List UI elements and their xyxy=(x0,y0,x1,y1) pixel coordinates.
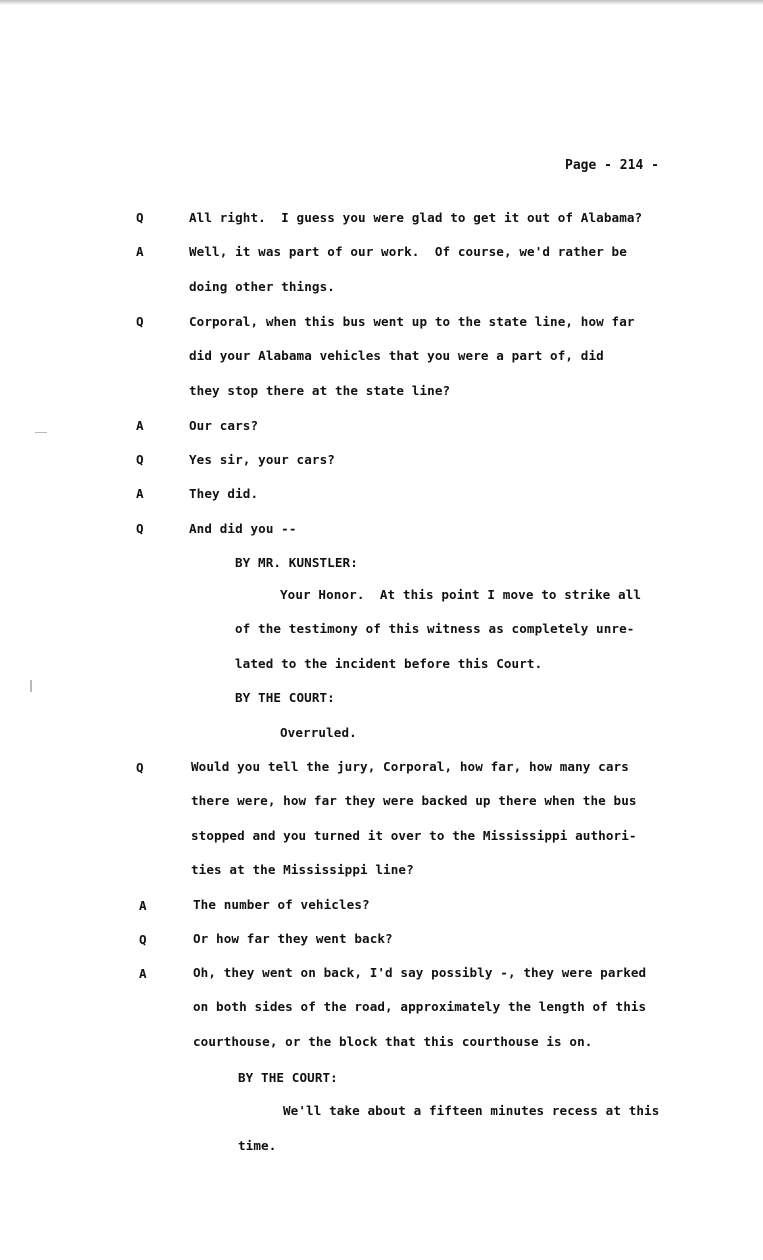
transcript-line: lated to the incident before this Court. xyxy=(235,656,543,671)
transcript-line: Corporal, when this bus went up to the state line, how far xyxy=(189,314,635,329)
speaker-label: A xyxy=(136,418,144,433)
speaker-label: Q xyxy=(136,521,144,536)
transcript-line: time. xyxy=(238,1138,277,1153)
transcript-line: Oh, they went on back, I'd say possibly -, they were parked xyxy=(193,965,647,980)
transcript-line: Overruled. xyxy=(280,725,357,740)
transcript-line: The number of vehicles? xyxy=(193,897,370,912)
transcript-line: And did you -- xyxy=(189,521,297,536)
scan-top-edge xyxy=(0,0,763,5)
speaker-label: Q xyxy=(136,210,144,225)
transcript-line: They did. xyxy=(189,486,259,501)
transcript-line: there were, how far they were backed up there when the bus xyxy=(191,793,637,808)
speaker-label: A xyxy=(136,486,144,501)
transcript-line: Would you tell the jury, Corporal, how far, how many cars xyxy=(191,759,629,774)
speaker-label: Q xyxy=(136,314,144,329)
transcript-line: of the testimony of this witness as completely unre- xyxy=(235,621,635,636)
speaker-label: A xyxy=(136,244,144,259)
transcript-line: Your Honor. At this point I move to strike all xyxy=(280,587,642,602)
speaker-label: Q xyxy=(139,932,147,947)
scan-mark xyxy=(30,680,32,692)
speaker-heading: BY THE COURT: xyxy=(235,690,335,705)
transcript-line: stopped and you turned it over to the Mississippi authori- xyxy=(191,828,637,843)
transcript-line: We'll take about a fifteen minutes recess at this xyxy=(283,1103,660,1118)
speaker-heading: BY MR. KUNSTLER: xyxy=(235,555,358,570)
transcript-line: did your Alabama vehicles that you were a part of, did xyxy=(189,348,604,363)
transcript-line: All right. I guess you were glad to get it out of Alabama? xyxy=(189,210,643,225)
page-number: Page - 214 - xyxy=(565,158,659,173)
scan-mark xyxy=(35,432,47,433)
transcript-line: Our cars? xyxy=(189,418,259,433)
speaker-label: A xyxy=(139,898,147,913)
speaker-label: Q xyxy=(136,760,144,775)
speaker-label: Q xyxy=(136,452,144,467)
transcript-line: ties at the Mississippi line? xyxy=(191,862,414,877)
speaker-heading: BY THE COURT: xyxy=(238,1070,338,1085)
speaker-label: A xyxy=(139,966,147,981)
transcript-line: they stop there at the state line? xyxy=(189,383,451,398)
transcript-line: courthouse, or the block that this courthouse is on. xyxy=(193,1034,593,1049)
transcript-line: on both sides of the road, approximately the length of this xyxy=(193,999,647,1014)
transcript-line: doing other things. xyxy=(189,279,335,294)
transcript-line: Or how far they went back? xyxy=(193,931,393,946)
transcript-line: Yes sir, your cars? xyxy=(189,452,335,467)
transcript-line: Well, it was part of our work. Of course, we'd rather be xyxy=(189,244,627,259)
